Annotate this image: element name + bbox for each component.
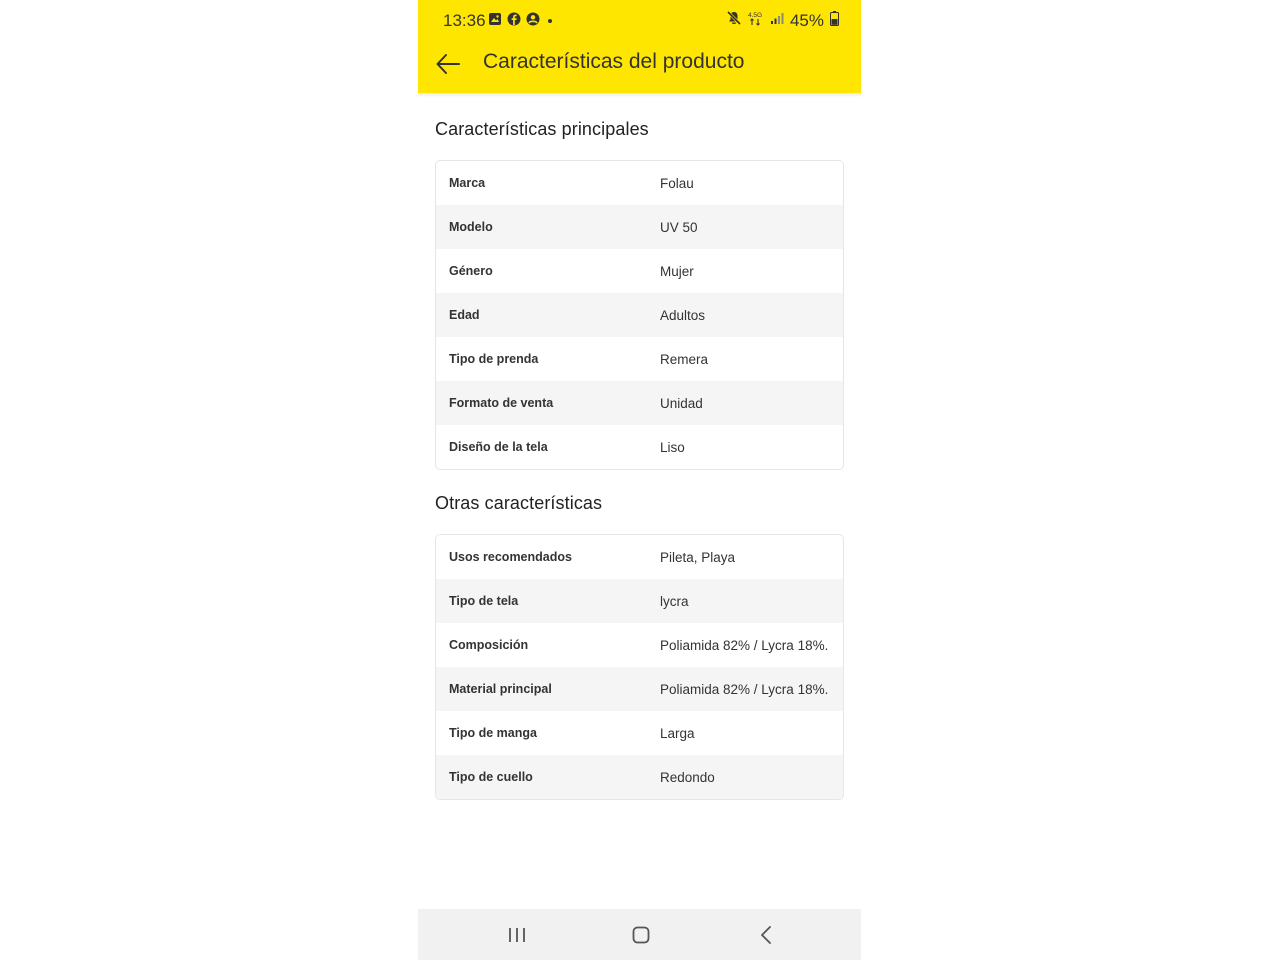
mute-icon (726, 10, 742, 31)
other-features-table (435, 534, 844, 800)
dot-icon (545, 13, 555, 31)
row-value: UV 50 (660, 219, 698, 235)
row-value: Folau (660, 175, 694, 191)
table-row (436, 711, 843, 755)
back-nav-icon (754, 924, 780, 946)
row-value: Mujer (660, 263, 694, 279)
system-icons (726, 10, 839, 31)
battery-icon (830, 11, 839, 31)
arrow-left-icon (434, 50, 462, 78)
table-row (436, 579, 843, 623)
table-row (436, 381, 843, 425)
table-row (436, 249, 843, 293)
system-nav-bar (418, 909, 861, 960)
table-row (436, 667, 843, 711)
home-button[interactable] (628, 924, 654, 946)
app-bar (418, 42, 861, 92)
account-icon (526, 12, 540, 31)
row-label: Modelo (449, 220, 493, 234)
row-label: Edad (449, 308, 480, 322)
row-value: Poliamida 82% / Lycra 18%. (660, 637, 829, 653)
row-label: Tipo de manga (449, 726, 537, 740)
phone-screen (418, 0, 861, 960)
facebook-icon (507, 12, 521, 31)
back-button[interactable] (434, 50, 462, 78)
row-label: Usos recomendados (449, 550, 572, 564)
table-row (436, 425, 843, 469)
notification-icons (488, 12, 555, 31)
status-time: 13:36 (443, 11, 486, 30)
home-icon (628, 924, 654, 946)
row-value: Adultos (660, 307, 706, 323)
table-row (436, 755, 843, 799)
other-features-heading: Otras características (435, 493, 603, 513)
row-value: Pileta, Playa (660, 549, 736, 565)
recent-apps-icon (504, 924, 530, 946)
row-label: Diseño de la tela (449, 440, 548, 454)
status-bar (418, 0, 861, 42)
row-value: Larga (660, 725, 695, 741)
row-value: Poliamida 82% / Lycra 18%. (660, 681, 829, 697)
gallery-icon (488, 12, 502, 31)
signal-icon (770, 11, 784, 30)
table-row (436, 205, 843, 249)
network-icon (748, 10, 764, 31)
table-row (436, 337, 843, 381)
top-bar (418, 0, 861, 93)
table-row (436, 293, 843, 337)
row-label: Marca (449, 176, 486, 190)
row-label: Tipo de cuello (449, 770, 533, 784)
nav-back-button[interactable] (754, 924, 780, 946)
recent-apps-button[interactable] (504, 924, 530, 946)
row-label: Formato de venta (449, 396, 554, 410)
row-label: Tipo de prenda (449, 352, 539, 366)
row-label: Composición (449, 638, 529, 652)
row-label: Material principal (449, 682, 552, 696)
row-value: Remera (660, 351, 709, 367)
table-row (436, 623, 843, 667)
table-row (436, 161, 843, 205)
main-features-heading: Características principales (435, 119, 649, 139)
table-row (436, 535, 843, 579)
row-value: lycra (660, 593, 689, 609)
battery-percent: 45% (789, 10, 824, 30)
main-features-table (435, 160, 844, 470)
network-label: 4.5G (747, 12, 763, 19)
row-label: Tipo de tela (449, 594, 519, 608)
row-label: Género (449, 264, 493, 278)
row-value: Liso (660, 439, 685, 455)
row-value: Redondo (660, 769, 715, 785)
page-title: Características del producto (483, 50, 745, 73)
row-value: Unidad (660, 395, 703, 411)
